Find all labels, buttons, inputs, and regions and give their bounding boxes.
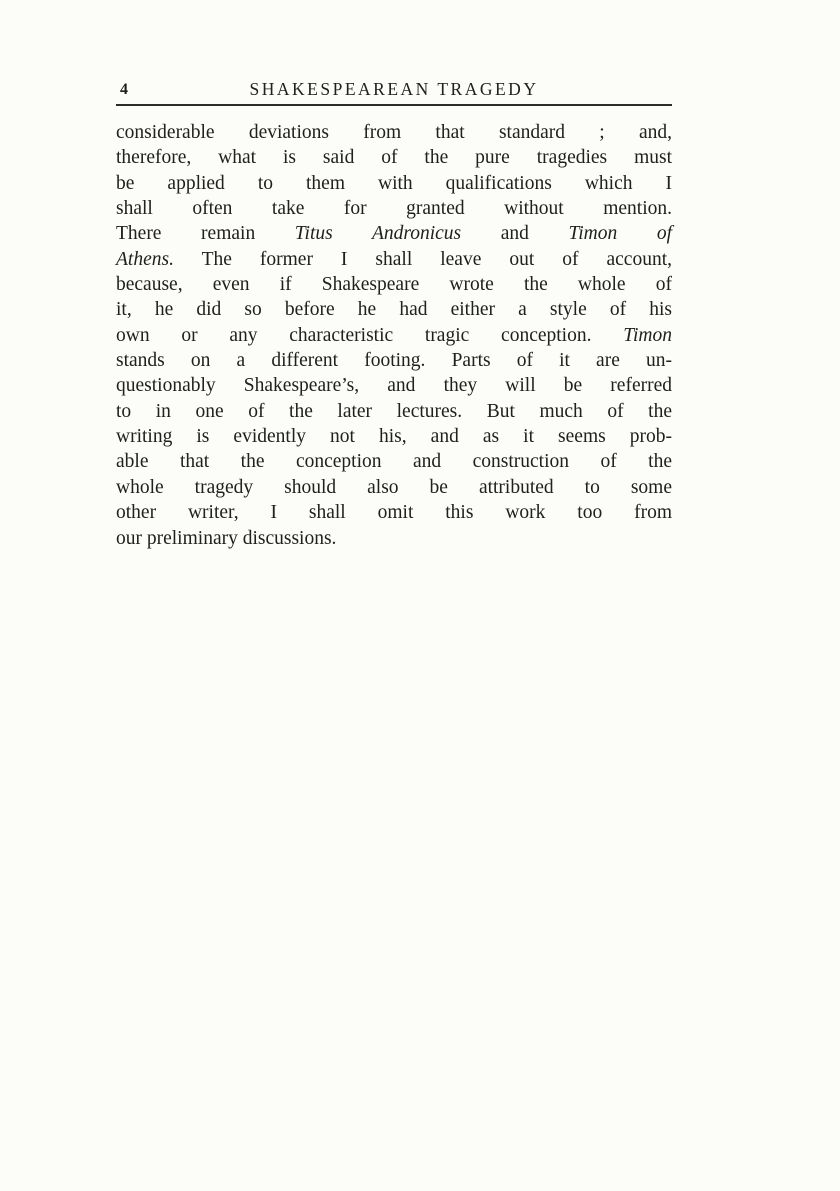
text-segment: able that the conception and construction of the	[116, 451, 672, 473]
running-title: SHAKESPEAREAN TRAGEDY	[249, 79, 539, 99]
text-line	[116, 171, 672, 196]
text-segment: whole tragedy should also be attributed to some	[116, 476, 672, 498]
text-line	[116, 475, 672, 500]
text-line	[116, 145, 672, 170]
text-line	[116, 120, 672, 145]
page-content	[116, 76, 672, 551]
book-title-italic: Athens.	[116, 248, 174, 270]
text-segment: The former I shall leave out of account,	[173, 248, 672, 270]
text-segment: questionably Shakespeare’s, and they will be referred	[116, 375, 672, 397]
text-line	[116, 247, 672, 272]
page-header	[116, 76, 672, 102]
text-segment: therefore, what is said of the pure tragedies must	[116, 147, 672, 169]
text-line	[116, 373, 672, 398]
text-line	[116, 323, 672, 348]
text-segment: stands on a different footing. Parts of it are un-	[116, 350, 672, 372]
text-segment: it, he did so before he had either a style of his	[116, 299, 672, 321]
text-segment: other writer, I shall omit this work too from	[116, 502, 672, 524]
text-segment: shall often take for granted without mention.	[116, 198, 672, 220]
text-line	[116, 221, 672, 246]
book-title-italic: Titus Andronicus	[294, 223, 462, 245]
text-line	[116, 449, 672, 474]
text-segment: considerable deviations from that standard ; and,	[116, 122, 672, 143]
text-segment: and	[461, 223, 569, 245]
text-segment: to in one of the later lectures. But much of the	[116, 400, 672, 422]
text-segment: our preliminary discussions.	[116, 527, 337, 549]
book-title-italic: Timon	[623, 324, 672, 346]
header-rule	[116, 104, 672, 106]
text-segment: own or any characteristic tragic conception.	[116, 324, 624, 346]
text-line	[116, 272, 672, 297]
text-line	[116, 424, 672, 449]
body-text	[116, 120, 672, 551]
text-segment: writing is evidently not his, and as it seems prob-	[116, 426, 672, 448]
page-number: 4	[120, 81, 129, 98]
text-segment: be applied to them with qualifications which I	[116, 172, 672, 194]
text-segment: because, even if Shakespeare wrote the whole of	[116, 274, 672, 296]
text-line	[116, 526, 672, 551]
text-segment: There remain	[116, 223, 295, 245]
text-line	[116, 399, 672, 424]
text-line	[116, 348, 672, 373]
text-line	[116, 196, 672, 221]
text-line	[116, 500, 672, 525]
text-line	[116, 297, 672, 322]
book-title-italic: Timon of	[568, 223, 673, 245]
